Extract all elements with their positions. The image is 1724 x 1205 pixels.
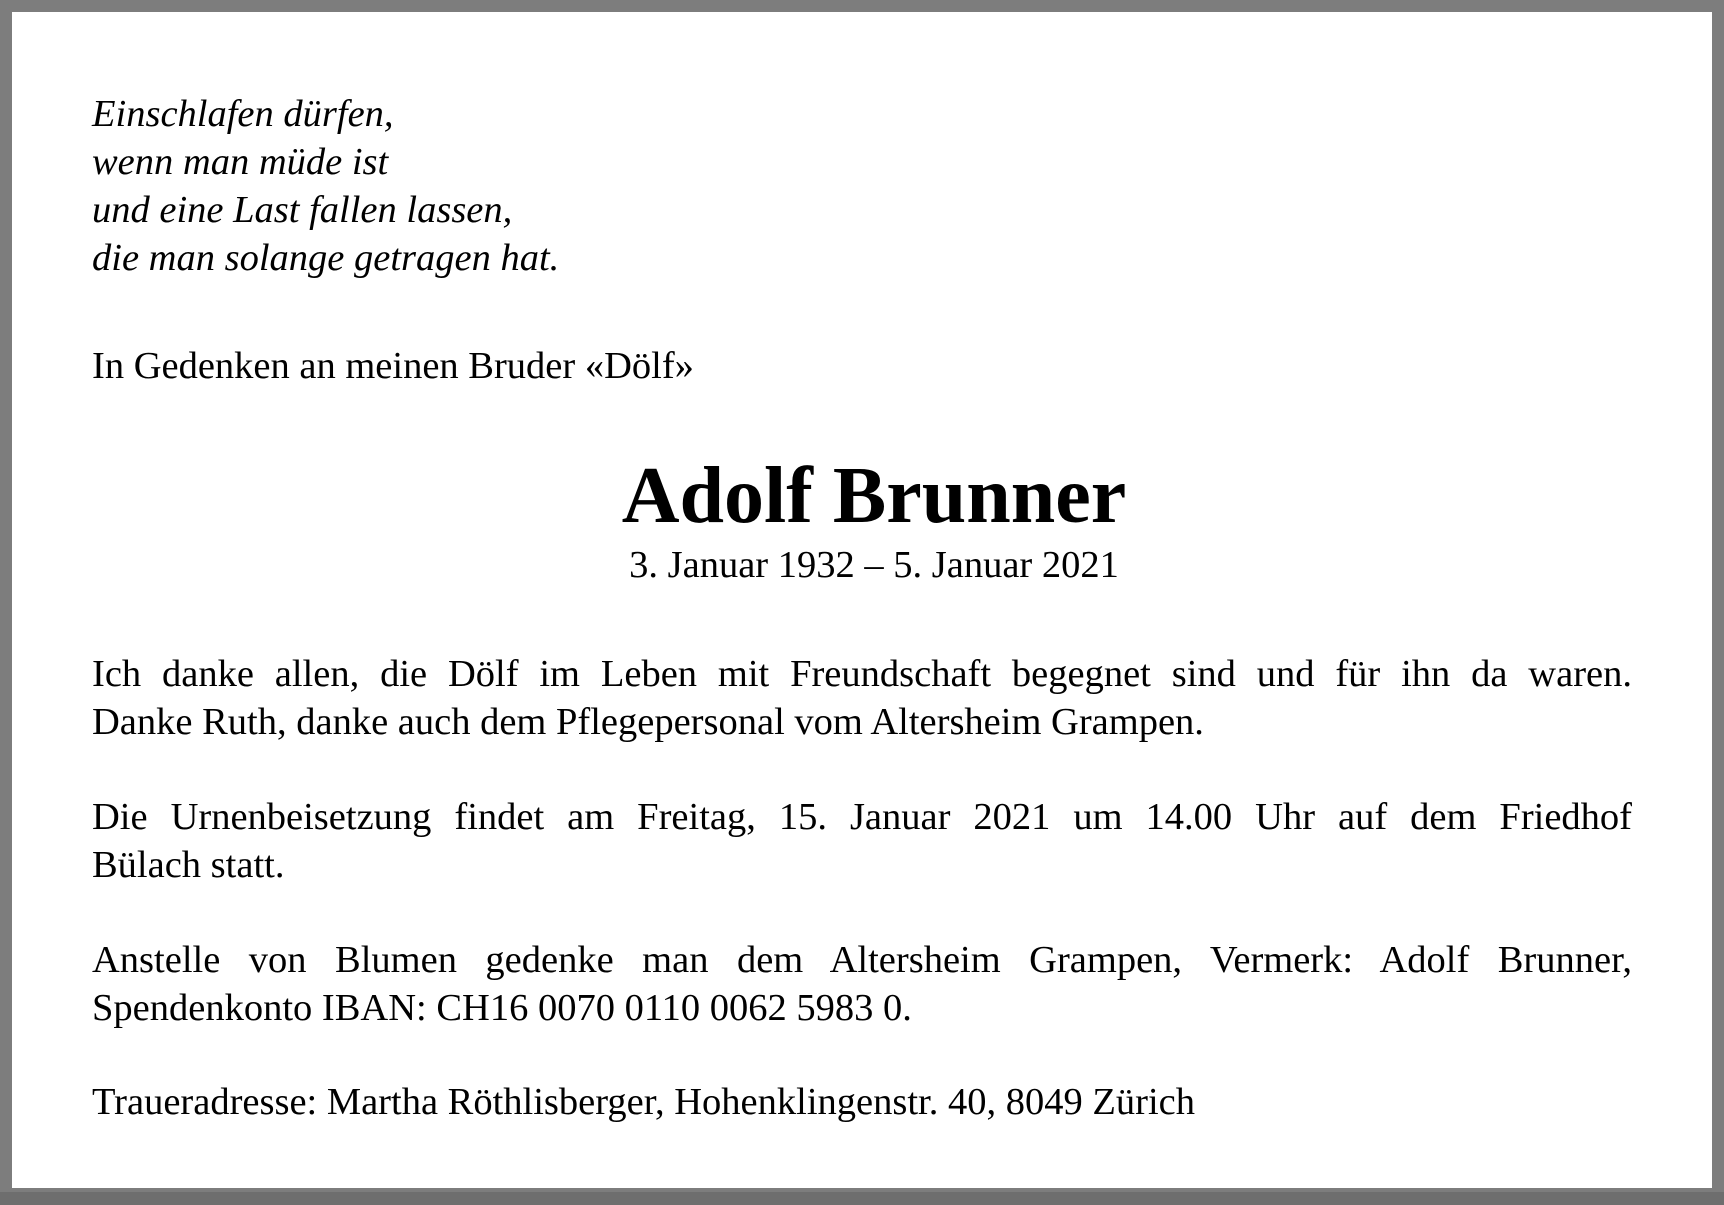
poem-line: wenn man müde ist [92, 141, 389, 183]
poem-line: und eine Last fallen lassen, [92, 189, 513, 231]
thanks-paragraph [92, 650, 1632, 746]
mourning-address [92, 1078, 1632, 1126]
bottom-border [0, 1192, 1724, 1205]
burial-paragraph [92, 793, 1632, 889]
donation-paragraph [92, 936, 1632, 1032]
dedication-text: In Gedenken an meinen Bruder «Dölf» [92, 345, 694, 387]
donation-line: Spendenkonto IBAN: CH16 0070 0110 0062 5983 0. [92, 987, 912, 1029]
burial-line: Bülach statt. [92, 844, 285, 886]
thanks-line: Ich danke allen, die Dölf im Leben mit Freundschaft begegnet sind und für ihn da waren. [92, 653, 1632, 695]
donation-line: Anstelle von Blumen gedenke man dem Altersheim Grampen, Vermerk: Adolf Brunner, [92, 939, 1632, 981]
life-dates: 3. Januar 1932 – 5. Januar 2021 [629, 544, 1119, 586]
burial-line: Die Urnenbeisetzung findet am Freitag, 15. Januar 2021 um 14.00 Uhr auf dem Friedhof [92, 796, 1632, 838]
deceased-name: Adolf Brunner [621, 452, 1127, 540]
thanks-line: Danke Ruth, danke auch dem Pflegepersonal vom Altersheim Grampen. [92, 701, 1204, 743]
poem-line: die man solange getragen hat. [92, 237, 560, 279]
address-line: Traueradresse: Martha Röthlisberger, Hohenklingenstr. 40, 8049 Zürich [92, 1081, 1195, 1123]
obituary-notice [12, 12, 1712, 1188]
poem [92, 90, 992, 282]
poem-line: Einschlafen dürfen, [92, 93, 394, 135]
